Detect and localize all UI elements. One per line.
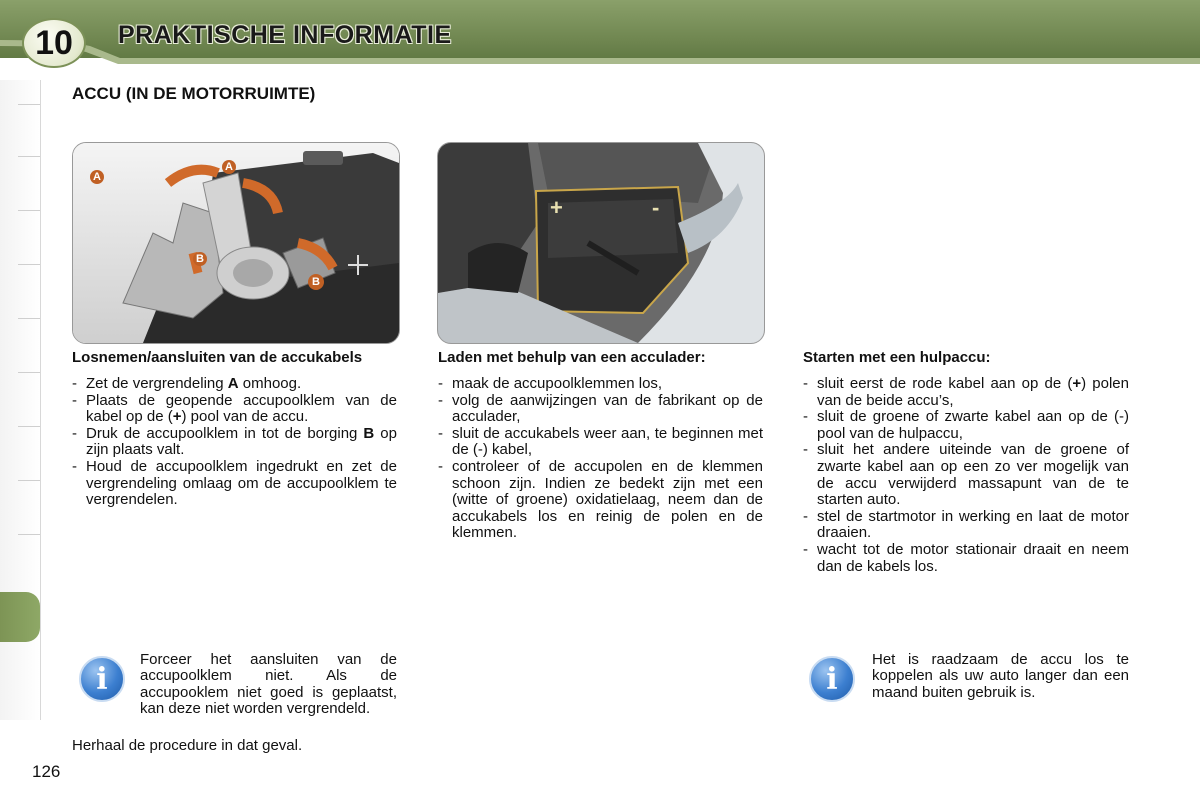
jumpstart-list: [803, 376, 1129, 575]
note-right-text: Het is raadzaam de accu los te koppelen als uw auto langer dan een maand buiten gebruik is.: [872, 651, 1129, 701]
minus-terminal-label: -: [652, 195, 660, 220]
list-item: - stel de startmotor in werking en laat de motor draaien.: [803, 509, 1129, 542]
list-item: - sluit de groene of zwarte kabel aan op de (-) pool van de hulpaccu,: [803, 409, 1129, 442]
active-chapter-tab[interactable]: [0, 592, 40, 642]
disconnect-heading: Losnemen/aansluiten van de accukabels: [72, 349, 363, 366]
disconnect-column: [72, 350, 397, 509]
page-number: 126: [32, 762, 61, 781]
label-a-1: A: [90, 170, 104, 184]
list-item: - sluit het andere uiteinde van de groene of zwarte kabel aan op een zo ver mogelijk van de accu verwijderd massapunt van de te starten auto.: [803, 442, 1129, 508]
list-item: - Houd de accupoolklem ingedrukt en zet de vergrendeling omlaag om de accupoolklem te vergrendelen.: [72, 459, 397, 509]
charging-column: [438, 350, 763, 542]
note-left-text: Forceer het aansluiten van de accupoolklem niet. Als de accupooklem niet goed is geplaatst, kan deze niet worden vergrendeld.: [140, 651, 397, 718]
info-icon: i: [79, 656, 125, 702]
jumpstart-heading: Starten met een hulpaccu:: [803, 349, 991, 366]
label-a-2: A: [222, 160, 236, 174]
chapter-badge: 10: [22, 18, 86, 68]
list-item: - Druk de accupoolklem in tot de borging B op zijn plaats valt.: [72, 426, 397, 459]
info-icon: i: [809, 656, 855, 702]
note-left-text2: Herhaal de procedure in dat geval.: [72, 737, 303, 754]
list-item: - volg de aanwijzingen van de fabrikant op de acculader,: [438, 393, 763, 426]
list-item: - sluit eerst de rode kabel aan op de (+) polen van de beide accu’s,: [803, 376, 1129, 409]
list-item: - Plaats de geopende accupoolklem van de kabel op de (+) pool van de accu.: [72, 393, 397, 426]
charging-list: [438, 376, 763, 542]
list-item: - maak de accupoolklemmen los,: [438, 376, 763, 393]
label-b-2: B: [308, 274, 324, 290]
charging-heading: Laden met behulp van een acculader:: [438, 349, 706, 366]
battery-clamp-photo: [72, 142, 400, 344]
list-item: - controleer of de accupolen en de klemmen schoon zijn. Indien ze bedekt zijn met een (witte of groene) oxidatielaag, neem dan de accukabels los en reinig de polen en de klemmen.: [438, 459, 763, 542]
list-item: - sluit de accukabels weer aan, te beginnen met de (-) kabel,: [438, 426, 763, 459]
disconnect-list: [72, 376, 397, 509]
page-header-title: PRAKTISCHE INFORMATIE: [118, 21, 452, 49]
engine-bay-battery-photo: [437, 142, 765, 344]
list-item: - Zet de vergrendeling A omhoog.: [72, 376, 397, 393]
jumpstart-column: [803, 350, 1129, 575]
label-b-1: B: [193, 252, 207, 266]
section-title: ACCU (IN DE MOTORRUIMTE): [72, 84, 316, 103]
list-item: - wacht tot de motor stationair draait en neem dan de kabels los.: [803, 542, 1129, 575]
plus-terminal-label: +: [550, 195, 563, 220]
